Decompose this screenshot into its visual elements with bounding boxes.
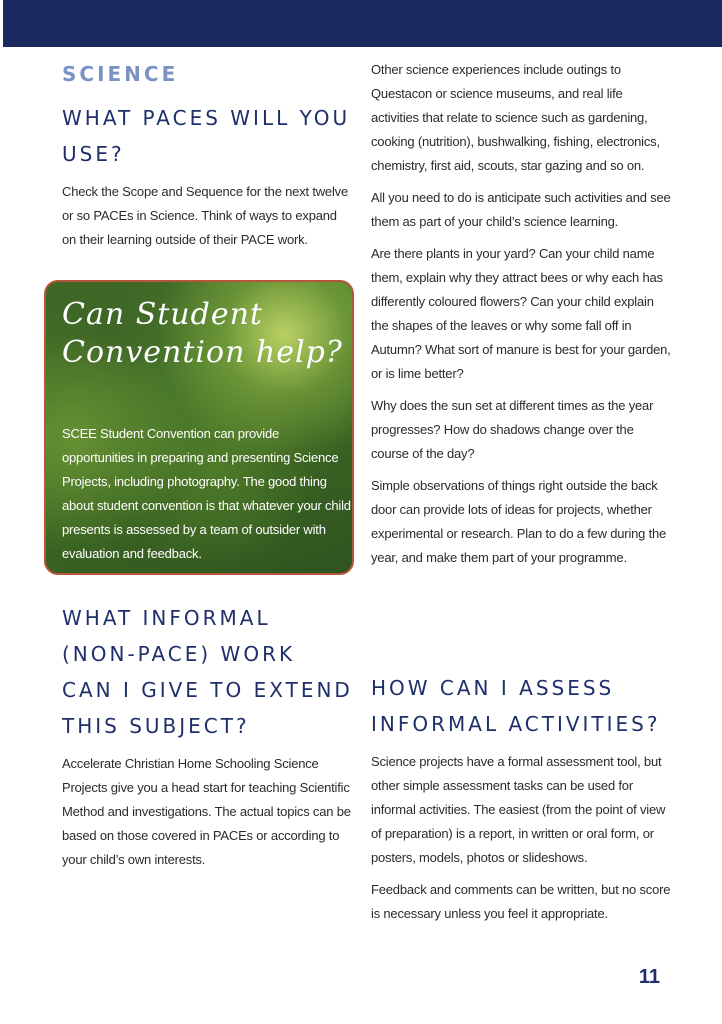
paragraph-plants: Are there plants in your yard? Can your child name them, explain why they attract bees or why each has differently coloured flowers? Can your child explain the shapes of the leaves or why some fall off in Autumn? What sort of manure is best for your garden, or is lime better? xyxy=(371,246,671,381)
paragraph-assessment: Science projects have a formal assessment tool, but other simple assessment tasks can be used for informal activities. The easiest (from the point of view of preparation) is a report, in written or oral form, or posters, models, photos or slideshows. xyxy=(371,754,666,865)
paragraph-paces: Check the Scope and Sequence for the next twelve or so PACEs in Science. Think of ways to expand on their learning outside of their PACE work. xyxy=(62,184,348,247)
paragraph-anticipate: All you need to do is anticipate such activities and see them as part of your child’s science learning. xyxy=(371,190,671,229)
left-column xyxy=(62,58,352,260)
heading-informal-work: WHAT INFORMAL (NON-PACE) WORK CAN I GIVE TO EXTEND THIS SUBJECT? xyxy=(62,606,353,738)
paragraph-observations: Simple observations of things right outside the back door can provide lots of ideas for projects, whether experimental or research. Plan to do a few during the year, and make them part of your programme. xyxy=(371,478,667,565)
paragraph-informal-work: Accelerate Christian Home Schooling Science Projects give you a head start for teaching Scientific Method and investigations. The actual topics can be based on those covered in PACEs or according to your child’s own interests. xyxy=(62,756,351,867)
section-label: SCIENCE xyxy=(62,62,179,86)
callout-title: Can Student Convention help? xyxy=(62,297,343,370)
header-band xyxy=(3,0,722,47)
left-lower-section xyxy=(62,600,354,880)
callout-box xyxy=(44,280,354,575)
right-lower-section xyxy=(371,670,671,934)
paragraph-feedback: Feedback and comments can be written, but no score is necessary unless you feel it appropriate. xyxy=(371,882,671,921)
page-number: 11 xyxy=(638,966,660,988)
paragraph-sun: Why does the sun set at different times as the year progresses? How do shadows change over the course of the day? xyxy=(371,398,654,461)
callout-body: SCEE Student Convention can provide opportunities in preparing and presenting Science Projects, including photography. The good thing about student convention is that whatever your child presents is assessed by a team of outsider with evaluation and feedback. xyxy=(62,426,351,561)
paragraph-experiences: Other science experiences include outings to Questacon or science museums, and real life activities that relate to science such as gardening, cooking (nutrition), bushwalking, fishing, electronics, chemistry, first aid, scouts, star gazing and so on. xyxy=(371,62,660,173)
right-column xyxy=(371,58,671,578)
heading-assess: HOW CAN I ASSESS INFORMAL ACTIVITIES? xyxy=(371,676,661,736)
heading-paces: WHAT PACES WILL YOU USE? xyxy=(62,106,351,166)
